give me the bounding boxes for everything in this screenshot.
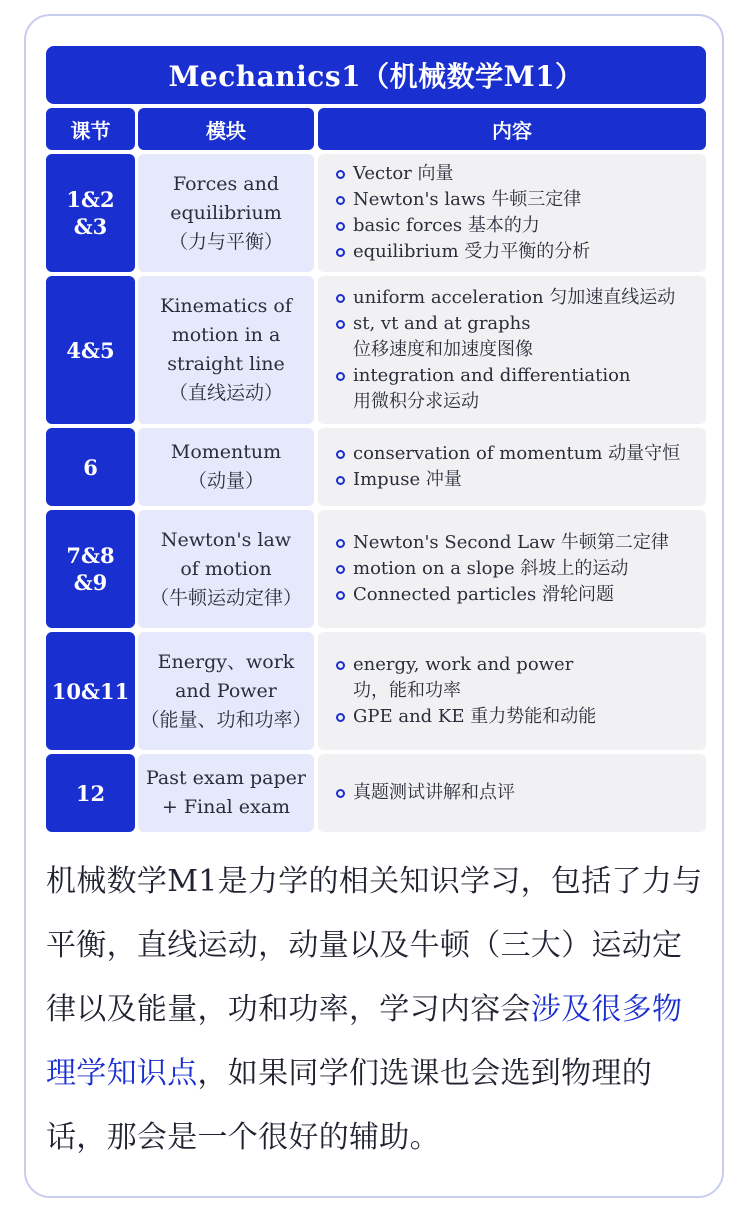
module-cell: Past exam paper + Final exam — [138, 754, 314, 832]
header-module: 模块 — [138, 108, 314, 150]
paragraph-highlight: 涉及很多物理学知识点 — [46, 992, 683, 1091]
content-item: conservation of momentum 动量守恒 — [336, 441, 680, 467]
module-cell: Energy、work and Power （能量、功和功率） — [138, 632, 314, 750]
content-list — [336, 285, 675, 415]
course-title: Mechanics1（机械数学M1） — [46, 46, 706, 104]
content-list — [336, 780, 515, 806]
paragraph-text: 机械数学M1是力学的相关知识学习，包括了力与平衡，直线运动，动量以及牛顿（三大）运动定律以及能量，功和功率，学习内容会 — [46, 864, 703, 1027]
lesson-cell: 6 — [46, 428, 135, 506]
header-content: 内容 — [318, 108, 706, 150]
content-item: motion on a slope 斜坡上的运动 — [336, 556, 669, 582]
content-cell — [318, 276, 706, 424]
content-item: integration and differentiation 用微积分求运动 — [336, 363, 675, 415]
lesson-cell: 1&2 &3 — [46, 154, 135, 272]
content-cell — [318, 632, 706, 750]
course-card — [24, 14, 724, 1198]
content-item: Newton's laws 牛顿三定律 — [336, 187, 590, 213]
content-item: basic forces 基本的力 — [336, 213, 590, 239]
content-item: 真题测试讲解和点评 — [336, 780, 515, 806]
content-list — [336, 441, 680, 493]
content-item: equilibrium 受力平衡的分析 — [336, 239, 590, 265]
lesson-cell: 7&8 &9 — [46, 510, 135, 628]
content-list — [336, 161, 590, 265]
module-cell: Momentum （动量） — [138, 428, 314, 506]
description-paragraph — [46, 850, 706, 1170]
content-item: Connected particles 滑轮问题 — [336, 582, 669, 608]
lesson-cell: 4&5 — [46, 276, 135, 424]
content-item: Newton's Second Law 牛顿第二定律 — [336, 530, 669, 556]
content-cell — [318, 754, 706, 832]
content-item: GPE and KE 重力势能和动能 — [336, 704, 596, 730]
content-cell — [318, 510, 706, 628]
content-list — [336, 652, 596, 730]
content-cell — [318, 428, 706, 506]
module-cell: Newton's law of motion （牛顿运动定律） — [138, 510, 314, 628]
paragraph-text-end: ，如果同学们选课也会选到物理的话，那会是一个很好的辅助。 — [46, 1056, 652, 1155]
content-list — [336, 530, 669, 608]
content-item: st, vt and at graphs 位移速度和加速度图像 — [336, 311, 675, 363]
content-item: uniform acceleration 匀加速直线运动 — [336, 285, 675, 311]
content-item: energy, work and power 功，能和功率 — [336, 652, 596, 704]
header-lesson: 课节 — [46, 108, 135, 150]
content-item: Vector 向量 — [336, 161, 590, 187]
module-cell: Kinematics of motion in a straight line （直线运动） — [138, 276, 314, 424]
lesson-cell: 12 — [46, 754, 135, 832]
content-item: Impuse 冲量 — [336, 467, 680, 493]
module-cell: Forces and equilibrium （力与平衡） — [138, 154, 314, 272]
lesson-cell: 10&11 — [46, 632, 135, 750]
content-cell — [318, 154, 706, 272]
